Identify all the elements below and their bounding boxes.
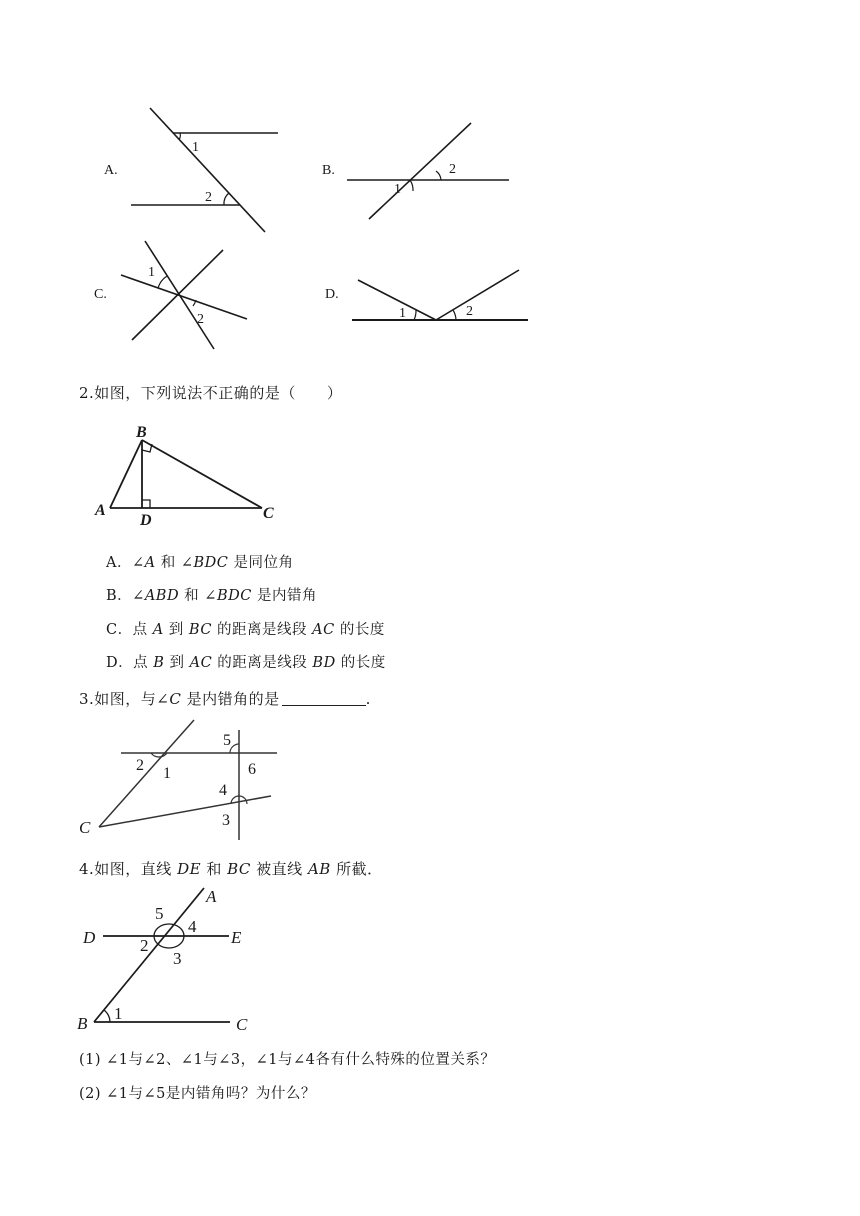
q3-label-6: 6 [248, 761, 256, 778]
q1c-angle-2-label: 2 [197, 312, 204, 327]
q2-choice-c[interactable]: C．点 A 到 BC 的距离是线段 AC 的长度 [106, 622, 385, 638]
q2-choice-a-letter: A． [106, 555, 132, 571]
q4-label-1: 1 [114, 1004, 123, 1023]
q2-choice-d-letter: D． [106, 655, 134, 671]
q1a-angle-1-label: 1 [192, 140, 199, 155]
q1d-angle-2-label: 2 [466, 304, 473, 319]
q4-point-a: A [206, 887, 217, 906]
q2-point-a: A [95, 502, 106, 519]
q4-label-4: 4 [188, 917, 197, 936]
q2-choice-b[interactable]: B．∠ABD 和 ∠BDC 是内错角 [106, 588, 317, 604]
q3-label-4: 4 [219, 782, 227, 799]
q1-option-a-label: A. [104, 163, 118, 178]
q3-label-5: 5 [223, 732, 231, 749]
q1-option-b-label: B. [322, 163, 335, 178]
q4-label-3: 3 [173, 949, 182, 968]
q4-stem: 4.如图，直线 DE 和 BC 被直线 AB 所截． [79, 860, 383, 878]
q4-label-2: 2 [140, 936, 149, 955]
q1b-angle-2-label: 2 [449, 162, 456, 177]
q4-sub-question-1: (1) ∠1与∠2、∠1与∠3，∠1与∠4各有什么特殊的位置关系？ [79, 1052, 496, 1068]
q1-option-d-label: D. [325, 287, 339, 302]
q2-point-c: C [263, 505, 274, 522]
q1b-angle-1-label: 1 [394, 182, 401, 197]
q2-choice-c-letter: C． [106, 622, 133, 638]
q4-point-c: C [236, 1015, 248, 1034]
q2-choice-a[interactable]: A．∠A 和 ∠BDC 是同位角 [106, 555, 294, 571]
q1-option-c-label: C. [94, 287, 107, 302]
q3-label-3: 3 [222, 812, 230, 829]
q4-point-d: D [83, 928, 96, 947]
q4-line-ab [94, 888, 204, 1022]
q2-point-d: D [140, 512, 152, 529]
q3-label-1: 1 [163, 765, 171, 782]
q1d-angle-1-label: 1 [399, 306, 406, 321]
q4-sub-question-2: (2) ∠1与∠5是内错角吗？为什么？ [79, 1086, 316, 1102]
q3-stem: 3.如图，与∠C 是内错角的是 . [79, 690, 371, 708]
q2-stem: 2.如图，下列说法不正确的是（ ） [79, 384, 343, 402]
q4-angle-1-arc [104, 1010, 110, 1022]
q4-point-e: E [231, 928, 242, 947]
q4-point-b: B [77, 1014, 88, 1033]
q2-point-b: B [136, 424, 147, 441]
q2-choice-b-letter: B． [106, 588, 133, 604]
q3-label-c: C [79, 818, 91, 837]
q3-label-2: 2 [136, 757, 144, 774]
q1a-angle-2-label: 2 [205, 190, 212, 205]
q4-label-5: 5 [155, 904, 164, 923]
q1c-angle-1-label: 1 [148, 265, 155, 280]
q2-choice-d[interactable]: D．点 B 到 AC 的距离是线段 BD 的长度 [106, 655, 386, 671]
